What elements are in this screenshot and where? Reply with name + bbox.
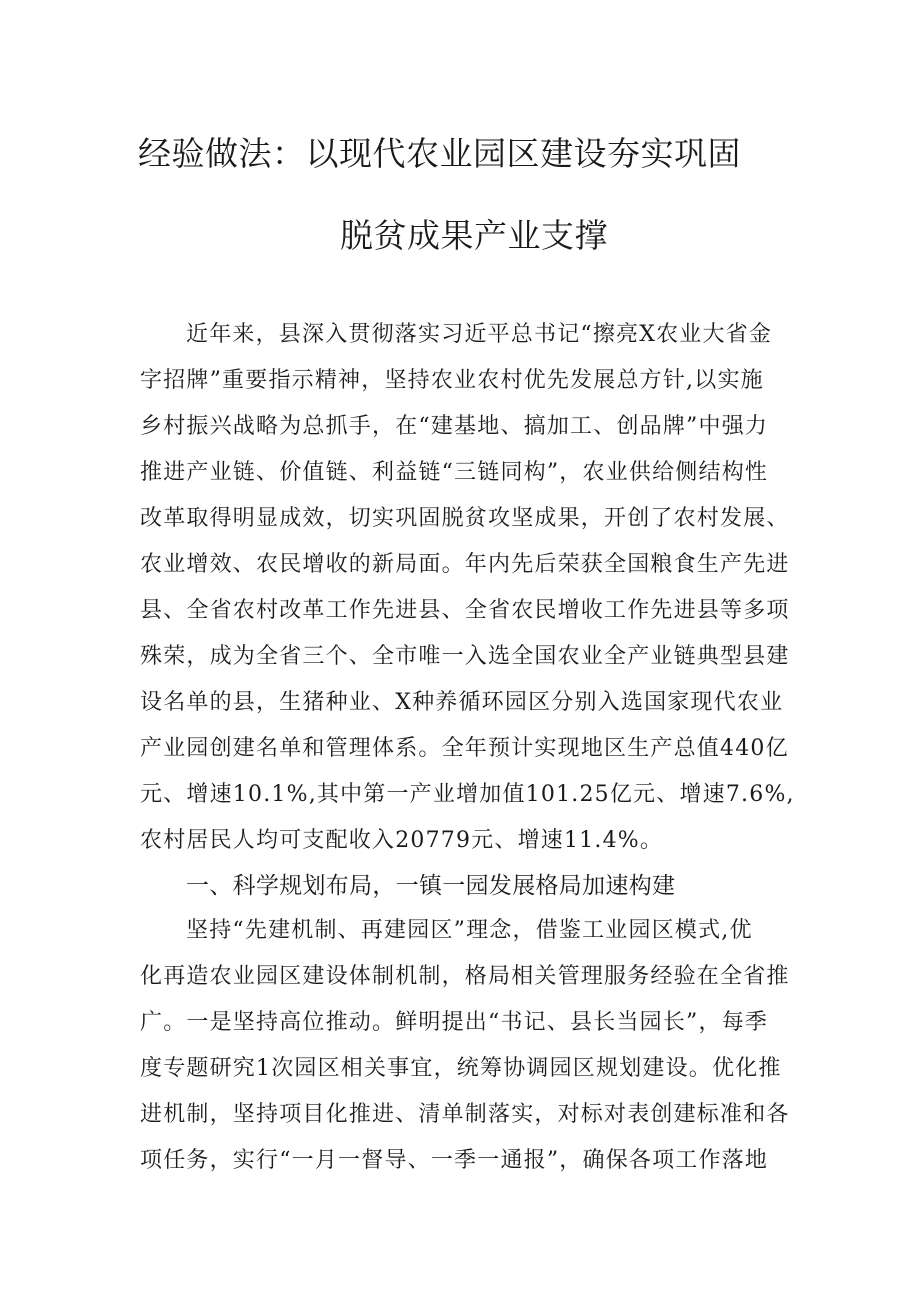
paragraph-line: 度专题研究1次园区相关事宜，统筹协调园区规划建设。优化推: [140, 1056, 782, 1081]
section-heading: 一、科学规划布局，一镇一园发展格局加速构建: [186, 873, 676, 899]
paragraph-line: 乡村振兴战略为总抓手，在“建基地、搞加工、创品牌”中强力: [140, 414, 769, 439]
paragraph-line: 改革取得明显成效，切实巩固脱贫攻坚成果，开创了农村发展、: [140, 506, 790, 531]
paragraph-line: 推进产业链、价值链、利益链“三链同构”，农业供给侧结构性: [140, 460, 769, 485]
paragraph-line: 近年来，县深入贯彻落实习近平总书记“擦亮X农业大省金: [186, 322, 773, 347]
document-title-line-2: 脱贫成果产业支撑: [340, 216, 608, 255]
paragraph-line: 坚持“先建机制、再建园区”理念，借鉴工业园区模式,优: [186, 918, 753, 943]
paragraph-line: 字招牌”重要指示精神，坚持农业农村优先发展总方针,以实施: [140, 368, 764, 393]
paragraph-line: 化再造农业园区建设体制机制，格局相关管理服务经验在全省推: [140, 964, 790, 989]
paragraph-line: 设名单的县，生猪种业、X种养循环园区分别入选国家现代农业: [140, 690, 784, 715]
paragraph-line: 进机制，坚持项目化推进、清单制落实，对标对表创建标准和各: [140, 1102, 790, 1127]
paragraph-line: 县、全省农村改革工作先进县、全省农民增收工作先进县等多项: [140, 598, 790, 623]
paragraph-line: 农业增效、农民增收的新局面。年内先后荣获全国粮食生产先进: [140, 552, 790, 577]
paragraph-line: 产业园创建名单和管理体系。全年预计实现地区生产总值440亿: [140, 736, 789, 761]
paragraph-line: 项任务，实行“一月一督导、一季一通报”，确保各项工作落地: [140, 1148, 769, 1173]
paragraph-line: 广。一是坚持高位推动。鲜明提出“书记、县长当园长”，每季: [140, 1010, 769, 1035]
document-title-line-1: 经验做法：以现代农业园区建设夯实巩固: [138, 134, 741, 173]
paragraph-line: 元、增速10.1%,其中第一产业增加值101.25亿元、增速7.6%,: [140, 782, 795, 807]
paragraph-line: 农村居民人均可支配收入20779元、增速11.4%。: [140, 828, 664, 853]
paragraph-line: 殊荣，成为全省三个、全市唯一入选全国农业全产业链典型县建: [140, 644, 790, 669]
